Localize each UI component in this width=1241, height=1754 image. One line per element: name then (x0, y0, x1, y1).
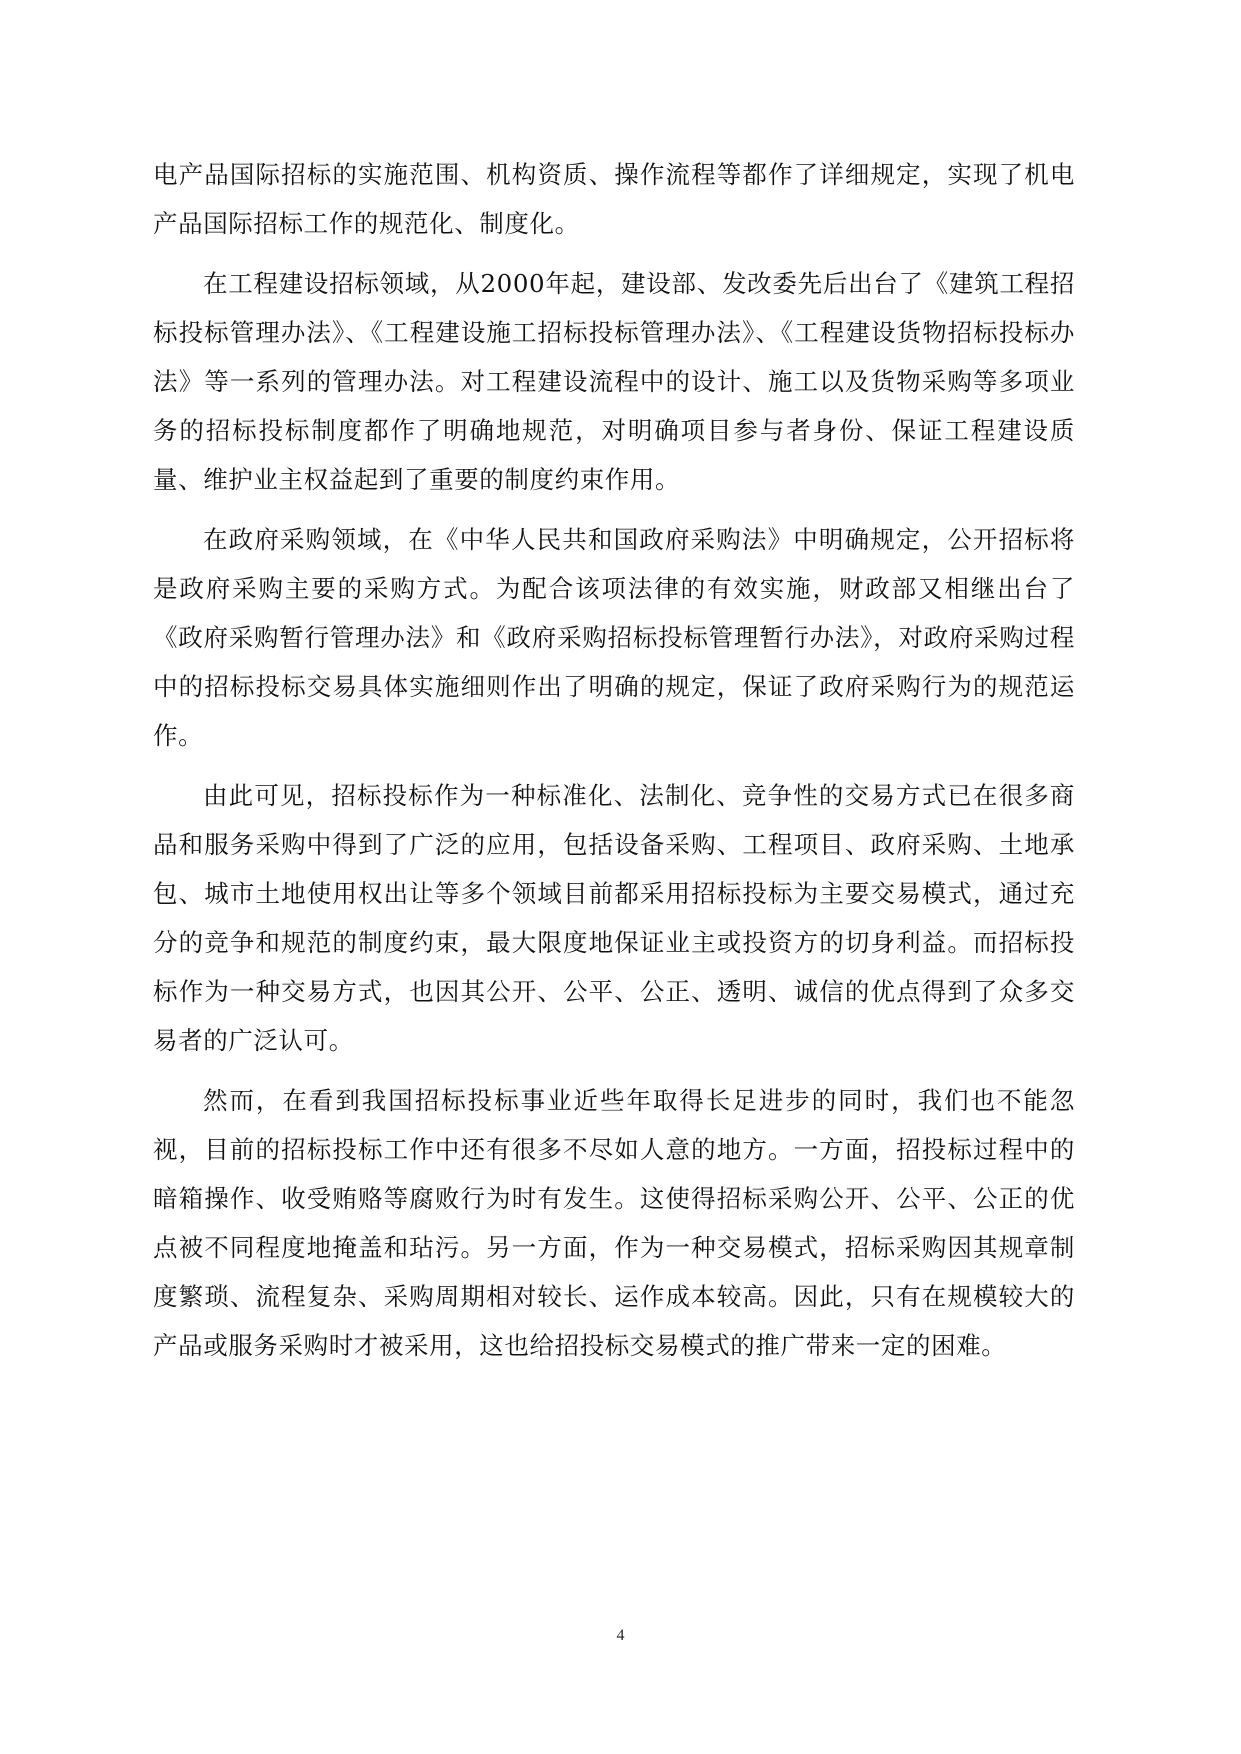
paragraph-continued: 电产品国际招标的实施范围、机构资质、操作流程等都作了详细规定，实现了机电产品国际招标工作的规范化、制度化。 (153, 160, 1075, 238)
document-body (153, 150, 1075, 1370)
page-number: 4 (616, 1627, 625, 1644)
paragraph-engineering-bidding: 在工程建设招标领域，从2000年起，建设部、发改委先后出台了《建筑工程招标投标管理办法》、《工程建设施工招标投标管理办法》、《工程建设货物招标投标办法》等一系列的管理办法。对工程建设流程中的设计、施工以及货物采购等多项业务的招标投标制度都作了明确地规范，对明确项目参与者身份、保证工程建设质量、维护业主权益起到了重要的制度约束作用。 (153, 269, 1075, 494)
paragraph-problems: 然而，在看到我国招标投标事业近些年取得长足进步的同时，我们也不能忽视，目前的招标投标工作中还有很多不尽如人意的地方。一方面，招投标过程中的暗箱操作、收受贿赂等腐败行为时有发生。这使得招标采购公开、公平、公正的优点被不同程度地掩盖和玷污。另一方面，作为一种交易模式，招标采购因其规章制度繁琐、流程复杂、采购周期相对较长、运作成本较高。因此，只有在规模较大的产品或服务采购时才被采用，这也给招投标交易模式的推广带来一定的困难。 (153, 1086, 1075, 1360)
paragraph-government-procurement: 在政府采购领域，在《中华人民共和国政府采购法》中明确规定，公开招标将是政府采购主要的采购方式。为配合该项法律的有效实施，财政部又相继出台了《政府采购暂行管理办法》和《政府采购招标投标管理暂行办法》，对政府采购过程中的招标投标交易具体实施细则作出了明确的规定，保证了政府采购行为的规范运作。 (153, 525, 1075, 750)
paragraph-conclusion: 由此可见，招标投标作为一种标准化、法制化、竞争性的交易方式已在很多商品和服务采购中得到了广泛的应用，包括设备采购、工程项目、政府采购、土地承包、城市土地使用权出让等多个领域目前都采用招标投标为主要交易模式，通过充分的竞争和规范的制度约束，最大限度地保证业主或投资方的切身利益。而招标投标作为一种交易方式，也因其公开、公平、公正、透明、诚信的优点得到了众多交易者的广泛认可。 (153, 781, 1075, 1055)
